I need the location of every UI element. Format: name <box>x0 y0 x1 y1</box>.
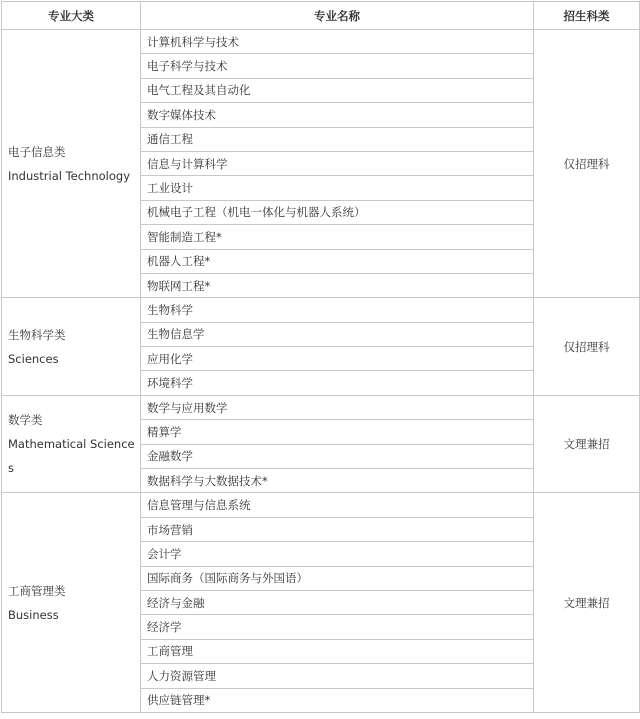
table-row <box>2 493 640 517</box>
major-name-cell: 电子科学与技术 <box>141 54 534 78</box>
category-cell <box>2 298 141 396</box>
major-name-cell: 人力资源管理 <box>141 664 534 688</box>
major-name-cell: 数字媒体技术 <box>141 103 534 127</box>
subject-type-cell: 仅招理科 <box>534 30 640 298</box>
major-name-cell: 机器人工程* <box>141 249 534 273</box>
category-cell <box>2 493 141 713</box>
major-name-cell: 经济学 <box>141 615 534 639</box>
major-name-cell: 智能制造工程* <box>141 225 534 249</box>
category-name-en: Sciences <box>8 351 59 366</box>
major-name-cell: 会计学 <box>141 542 534 566</box>
major-name-cell: 电气工程及其自动化 <box>141 78 534 102</box>
major-name-cell: 数学与应用数学 <box>141 395 534 419</box>
major-name-cell: 生物信息学 <box>141 322 534 346</box>
major-name-cell: 工业设计 <box>141 176 534 200</box>
category-name-cn: 生物科学类 <box>8 327 66 342</box>
category-name-cn: 电子信息类 <box>8 144 66 159</box>
header-major: 专业名称 <box>141 2 534 30</box>
table-row <box>2 298 640 322</box>
category-name-en: Business <box>8 607 59 622</box>
table-body <box>2 30 640 713</box>
header-row <box>2 2 640 30</box>
category-name-en: Industrial Technology <box>8 168 131 183</box>
major-name-cell: 通信工程 <box>141 127 534 151</box>
table-row <box>2 395 640 419</box>
major-name-cell: 机械电子工程（机电一体化与机器人系统） <box>141 200 534 224</box>
category-name-en: Mathematical Sciences <box>8 437 135 476</box>
header-category: 专业大类 <box>2 2 141 30</box>
subject-type-cell: 仅招理科 <box>534 298 640 396</box>
major-name-cell: 应用化学 <box>141 347 534 371</box>
category-cell <box>2 30 141 298</box>
major-name-cell: 金融数学 <box>141 444 534 468</box>
major-name-cell: 市场营销 <box>141 517 534 541</box>
major-name-cell: 生物科学 <box>141 298 534 322</box>
category-cell <box>2 395 141 493</box>
major-name-cell: 环境科学 <box>141 371 534 395</box>
major-name-cell: 经济与金融 <box>141 590 534 614</box>
major-name-cell: 物联网工程* <box>141 273 534 297</box>
major-name-cell: 精算学 <box>141 420 534 444</box>
major-name-cell: 供应链管理* <box>141 688 534 712</box>
category-name-cn: 数学类 <box>8 413 43 428</box>
category-name-cn: 工商管理类 <box>8 583 66 598</box>
subject-type-cell: 文理兼招 <box>534 395 640 493</box>
major-name-cell: 计算机科学与技术 <box>141 30 534 54</box>
subject-type-cell: 文理兼招 <box>534 493 640 713</box>
major-name-cell: 工商管理 <box>141 639 534 663</box>
header-subject: 招生科类 <box>534 2 640 30</box>
major-name-cell: 国际商务（国际商务与外国语） <box>141 566 534 590</box>
majors-table <box>1 1 640 713</box>
table-row <box>2 30 640 54</box>
major-name-cell: 数据科学与大数据技术* <box>141 469 534 493</box>
major-name-cell: 信息管理与信息系统 <box>141 493 534 517</box>
major-name-cell: 信息与计算科学 <box>141 151 534 175</box>
